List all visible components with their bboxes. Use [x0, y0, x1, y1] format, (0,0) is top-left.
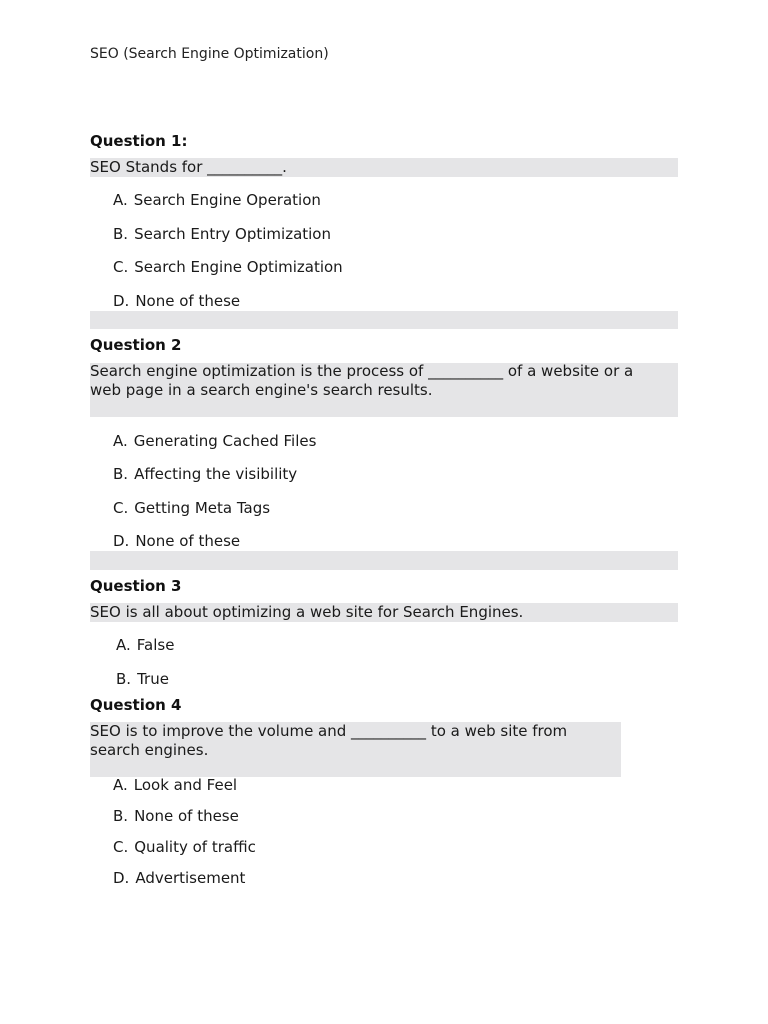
option-letter: B. — [116, 670, 132, 688]
option-letter: B. — [113, 465, 129, 483]
option-text: Search Entry Optimization — [134, 225, 331, 243]
question-3-heading: Question 3 — [90, 577, 182, 595]
option-text: None of these — [134, 807, 239, 825]
question-1-option-b — [113, 224, 331, 244]
option-letter: A. — [113, 776, 128, 794]
option-text: True — [137, 670, 169, 688]
question-3-text: SEO is all about optimizing a web site for Search Engines. — [90, 603, 524, 621]
document-title: SEO (Search Engine Optimization) — [90, 46, 329, 62]
option-text: Quality of traffic — [134, 838, 256, 856]
option-letter: B. — [113, 225, 129, 243]
question-4-option-a — [113, 775, 237, 795]
option-text: Getting Meta Tags — [134, 499, 271, 517]
question-3-option-a — [116, 635, 174, 655]
option-letter: D. — [113, 532, 130, 550]
option-text: Generating Cached Files — [133, 432, 317, 450]
option-letter: D. — [113, 869, 130, 887]
question-2-option-c — [113, 498, 270, 518]
question-1-text: SEO Stands for __________. — [90, 158, 287, 176]
question-2-option-a — [113, 431, 316, 451]
option-letter: D. — [113, 292, 130, 310]
question-4-option-c — [113, 837, 256, 857]
option-text: False — [136, 636, 175, 654]
option-letter: A. — [116, 636, 131, 654]
separator-shade — [90, 311, 678, 329]
question-4-option-d — [113, 868, 245, 888]
option-text: Look and Feel — [133, 776, 238, 794]
option-letter: A. — [113, 191, 128, 209]
question-2-heading: Question 2 — [90, 336, 182, 354]
option-letter: B. — [113, 807, 129, 825]
option-text: Search Engine Optimization — [134, 258, 343, 276]
question-4-text: SEO is to improve the volume and __________ to a web site from search engines. — [90, 722, 568, 759]
option-text: Affecting the visibility — [134, 465, 298, 483]
option-text: Advertisement — [135, 869, 246, 887]
option-letter: C. — [113, 499, 129, 517]
option-text: None of these — [135, 532, 241, 550]
question-1-option-c — [113, 257, 343, 277]
question-1-option-a — [113, 190, 321, 210]
question-2-text: Search engine optimization is the process of __________ of a website or a web page in a search engine's search results. — [90, 362, 634, 399]
question-3-option-b — [116, 669, 169, 689]
option-letter: C. — [113, 838, 129, 856]
option-letter: C. — [113, 258, 129, 276]
question-1-heading: Question 1: — [90, 132, 188, 150]
question-2-option-b — [113, 464, 297, 484]
question-2-option-d — [113, 531, 240, 551]
separator-shade — [90, 551, 678, 570]
question-4-heading: Question 4 — [90, 696, 182, 714]
option-letter: A. — [113, 432, 128, 450]
question-4-option-b — [113, 806, 239, 826]
option-text: None of these — [135, 292, 241, 310]
option-text: Search Engine Operation — [133, 191, 321, 209]
question-1-option-d — [113, 291, 240, 311]
